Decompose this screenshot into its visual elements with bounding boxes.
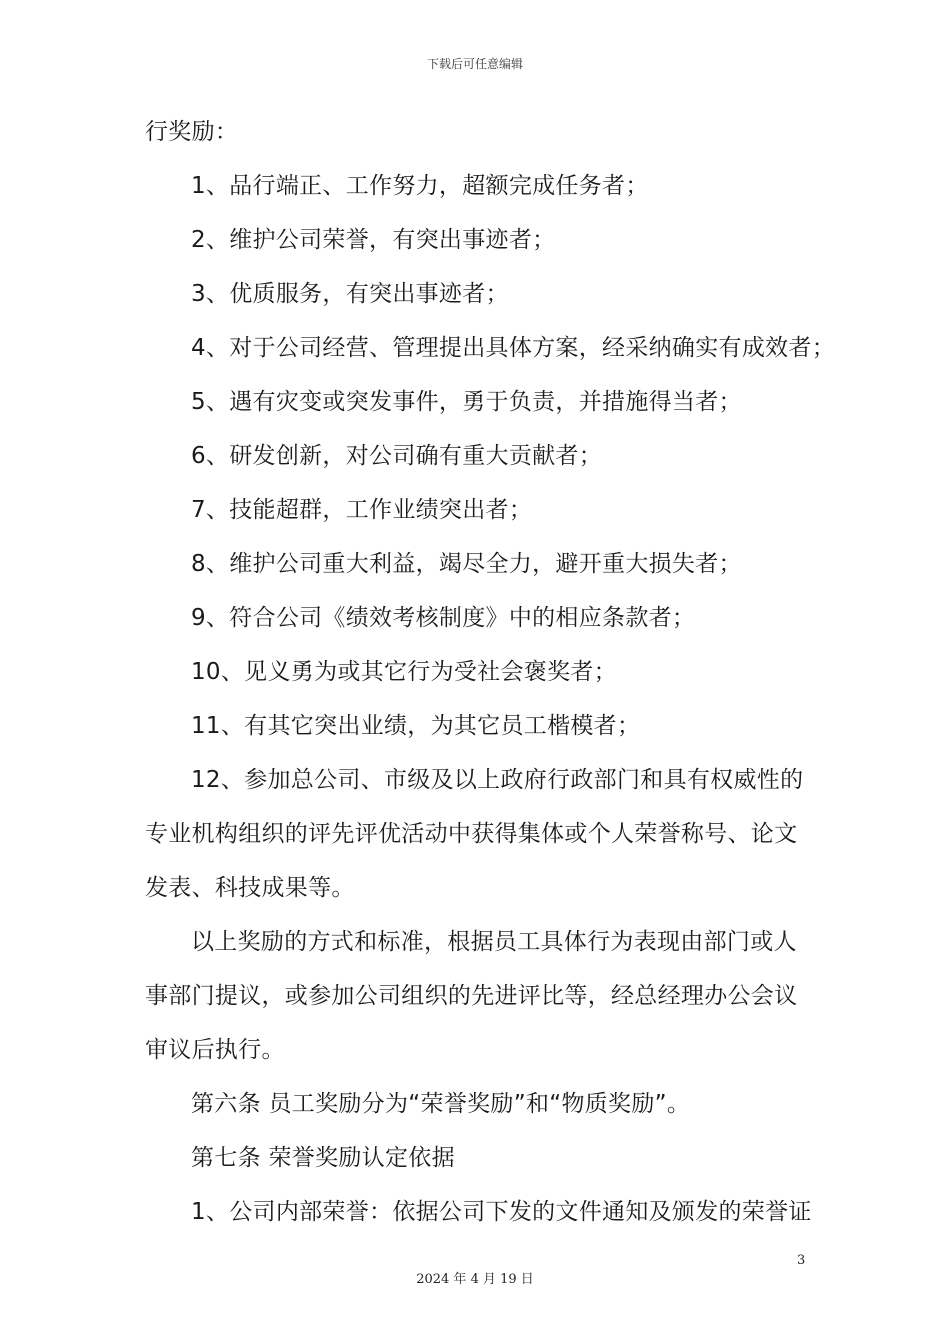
- list-item: 12、参加总公司、市级及以上政府行政部门和具有权威性的: [191, 767, 804, 793]
- page-number: 3: [797, 1253, 806, 1268]
- text-line: 发表、科技成果等。: [145, 875, 355, 901]
- list-item: 3、优质服务，有突出事迹者；: [191, 281, 509, 307]
- list-item: 10、见义勇为或其它行为受社会褒奖者；: [191, 659, 617, 685]
- article-heading: 第七条 荣誉奖励认定依据: [191, 1145, 455, 1171]
- text-line: 事部门提议，或参加公司组织的先进评比等，经总经理办公会议: [145, 983, 798, 1009]
- text-line: 专业机构组织的评先评优活动中获得集体或个人荣誉称号、论文: [145, 821, 798, 847]
- page-header: 下载后可任意编辑: [426, 57, 523, 71]
- list-item: 6、研发创新，对公司确有重大贡献者；: [191, 443, 603, 469]
- list-item: 7、技能超群，工作业绩突出者；: [191, 497, 533, 523]
- footer-date: 2024 年 4 月 19 日: [416, 1272, 534, 1287]
- text-line: 行奖励：: [145, 119, 239, 145]
- list-item: 1、公司内部荣誉：依据公司下发的文件通知及颁发的荣誉证: [191, 1199, 812, 1225]
- list-item: 8、维护公司重大利益，竭尽全力，避开重大损失者；: [191, 551, 742, 577]
- list-item: 9、符合公司《绩效考核制度》中的相应条款者；: [191, 605, 696, 631]
- list-item: 5、遇有灾变或突发事件，勇于负责，并措施得当者；: [191, 389, 742, 415]
- paragraph-line: 以上奖励的方式和标准，根据员工具体行为表现由部门或人: [191, 929, 797, 955]
- text-line: 审议后执行。: [145, 1037, 285, 1063]
- list-item: 11、有其它突出业绩，为其它员工楷模者；: [191, 713, 641, 739]
- list-item: 4、对于公司经营、管理提出具体方案，经采纳确实有成效者；: [191, 335, 836, 361]
- list-item: 1、品行端正、工作努力，超额完成任务者；: [191, 173, 649, 199]
- list-item: 2、维护公司荣誉，有突出事迹者；: [191, 227, 556, 253]
- article-heading: 第六条 员工奖励分为“荣誉奖励”和“物质奖励”。: [191, 1091, 691, 1117]
